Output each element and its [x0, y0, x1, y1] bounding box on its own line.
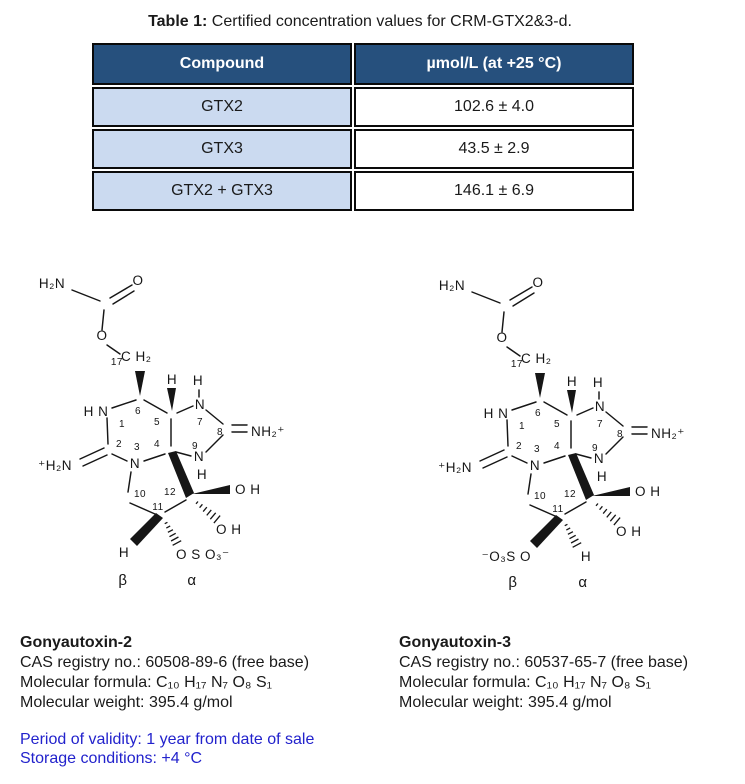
chemical-structure-gonyautoxin-2 [20, 253, 340, 613]
hashed-bond [566, 528, 570, 530]
bond [528, 474, 531, 494]
atom-label-oh2: O H [216, 522, 242, 537]
bond [72, 290, 100, 301]
col-header-compound: Compound [92, 43, 352, 85]
compound-cell: GTX3 [92, 129, 352, 169]
atom-label-beta: β [118, 572, 128, 589]
period-of-validity-line: Period of validity: 1 year from date of sale [20, 731, 315, 748]
atom-label-alpha: α [187, 572, 197, 589]
table-header-row [92, 43, 634, 85]
wedge-bond [592, 487, 630, 496]
col-header-concentration: µmol/L (at +25 °C) [354, 43, 634, 85]
atom-label-num12: 12 [163, 487, 177, 498]
table-title [90, 13, 630, 31]
atom-label-num1: 1 [118, 419, 126, 430]
compound-cell: GTX2 [92, 87, 352, 127]
bond [128, 472, 131, 492]
bond [513, 293, 534, 306]
hashed-bond [203, 507, 207, 511]
atom-label-num5: 5 [153, 417, 161, 428]
hashed-bond [565, 524, 568, 525]
atom-label-num7: 7 [596, 419, 604, 430]
atom-label-num7: 7 [196, 417, 204, 428]
atom-label-num4: 4 [553, 441, 561, 452]
hashed-bond [169, 533, 175, 536]
atom-label-ph2n: ⁺H₂N [438, 460, 472, 475]
compound-cell: GTX2 + GTX3 [92, 171, 352, 211]
bond [530, 505, 555, 516]
atom-label-num6: 6 [534, 408, 542, 419]
bond [112, 454, 127, 461]
atom-label-n3: N [529, 458, 541, 473]
atom-label-n3: N [129, 456, 141, 471]
bond [544, 456, 565, 463]
validity-block [20, 730, 314, 768]
atom-label-h2n: H₂N [438, 278, 466, 293]
hashed-bond [571, 539, 578, 543]
atom-label-oh1: O H [235, 482, 261, 497]
compound-name: Gonyautoxin-3 [399, 634, 512, 651]
storage-conditions-line: Storage conditions: +4 °C [20, 750, 203, 767]
bond [577, 408, 593, 415]
bond [112, 400, 136, 408]
compound-info-gonyautoxin-2 [20, 633, 385, 713]
atom-label-num3: 3 [133, 442, 141, 453]
atom-label-num1: 1 [518, 421, 526, 432]
bond [107, 345, 120, 354]
atom-label-sulfate: O S O₃⁻ [176, 547, 230, 562]
atom-label-h11: H [580, 549, 592, 564]
atom-label-oh1: O H [635, 484, 661, 499]
hashed-bond [168, 530, 173, 533]
hashed-bond [569, 535, 575, 538]
molecular-formula-line: Molecular formula: C₁₀ H₁₇ N₇ O₈ S₁ [20, 674, 273, 691]
bond [177, 406, 193, 413]
hashed-bond [196, 501, 198, 503]
bond [107, 418, 108, 444]
bond [507, 420, 508, 446]
atom-label-num6: 6 [134, 406, 142, 417]
atom-label-num8: 8 [616, 429, 624, 440]
hashed-bond [600, 506, 603, 509]
bond [472, 292, 500, 303]
atom-label-h11: H [118, 545, 130, 560]
molecular-formula-line: Molecular formula: C₁₀ H₁₇ N₇ O₈ S₁ [399, 674, 652, 691]
table-title-text: Certified concentration values for CRM-GTX2&3-d. [207, 13, 572, 30]
value-cell: 102.6 ± 4.0 [354, 87, 634, 127]
cas-registry-line: CAS registry no.: 60537-65-7 (free base) [399, 654, 689, 671]
atom-label-nh2p: NH₂⁺ [251, 424, 285, 439]
hashed-bond [573, 543, 582, 548]
atom-label-beta: β [508, 574, 518, 591]
bond [113, 291, 134, 304]
bond [576, 454, 591, 458]
atom-label-h9: H [596, 469, 608, 484]
atom-label-num3: 3 [533, 444, 541, 455]
atom-label-o_ester: O [96, 328, 108, 343]
bond [544, 402, 567, 415]
atom-label-num4: 4 [153, 439, 161, 450]
bond [512, 402, 536, 410]
hashed-bond [607, 512, 612, 517]
atom-label-ph2n: ⁺H₂N [38, 458, 72, 473]
molecular-weight-line: Molecular weight: 395.4 g/mol [20, 694, 233, 711]
atom-label-h7: H [592, 375, 604, 390]
compound-info-gonyautoxin-3 [399, 633, 745, 713]
atom-label-num9: 9 [591, 443, 599, 454]
value-cell: 43.5 ± 2.9 [354, 129, 634, 169]
molecular-weight-line: Molecular weight: 395.4 g/mol [399, 694, 612, 711]
wedge-bond [567, 390, 576, 413]
hashed-bond [207, 510, 212, 515]
atom-label-n9: N [193, 449, 205, 464]
bond [507, 347, 520, 356]
atom-label-h2n: H₂N [38, 276, 66, 291]
atom-label-num10: 10 [533, 491, 547, 502]
hashed-bond [166, 526, 170, 528]
atom-label-h9: H [196, 467, 208, 482]
wedge-bond [535, 373, 545, 398]
wedge-bond [192, 485, 230, 494]
chemical-structure-gonyautoxin-3 [420, 255, 740, 615]
hashed-bond [210, 513, 215, 519]
bond [510, 287, 532, 300]
hashed-bond [596, 503, 598, 505]
atom-label-n7: N [594, 399, 606, 414]
hashed-bond [171, 537, 178, 541]
atom-label-alpha: α [578, 574, 588, 591]
bond [512, 456, 527, 463]
wedge-bond [167, 388, 176, 411]
atom-label-num5: 5 [553, 419, 561, 430]
bond [102, 310, 104, 330]
compound-name: Gonyautoxin-2 [20, 634, 133, 651]
bond [144, 454, 165, 461]
atom-label-hn1: H N [483, 406, 509, 421]
bond [606, 412, 623, 426]
atom-label-num8: 8 [216, 427, 224, 438]
bond [130, 503, 155, 514]
atom-label-hn1: H N [83, 404, 109, 419]
atom-label-n7: N [194, 397, 206, 412]
atom-label-n17: 17 [110, 357, 123, 368]
atom-label-num11: 11 [552, 504, 564, 515]
atom-label-num12: 12 [563, 489, 577, 500]
bond [110, 285, 132, 298]
hashed-bond [200, 504, 203, 507]
table-title-label: Table 1: [148, 13, 208, 30]
atom-label-o_carbonyl: O [532, 275, 544, 290]
atom-label-ch2: C H₂ [121, 349, 152, 364]
table-row-gtx3 [92, 129, 634, 169]
atom-label-h5: H [166, 372, 178, 387]
bond [206, 410, 223, 424]
table-row-gtx2-gtx3 [92, 171, 634, 211]
atom-label-num2: 2 [515, 441, 523, 452]
atom-label-sulfate: ⁻O₃S O [481, 549, 531, 564]
cas-registry-line: CAS registry no.: 60508-89-6 (free base) [20, 654, 310, 671]
atom-label-num11: 11 [152, 502, 164, 513]
atom-label-n9: N [593, 451, 605, 466]
atom-label-num9: 9 [191, 441, 199, 452]
wedge-bond [135, 371, 145, 396]
bond [144, 400, 167, 413]
bond [176, 452, 191, 456]
hashed-bond [165, 522, 168, 523]
atom-label-h5: H [566, 374, 578, 389]
bond [165, 500, 186, 512]
value-cell: 146.1 ± 6.9 [354, 171, 634, 211]
hashed-bond [603, 509, 607, 513]
wedge-bond [530, 515, 563, 548]
atom-label-ch2: C H₂ [521, 351, 552, 366]
hashed-bond [610, 515, 615, 521]
bond [502, 312, 504, 332]
atom-label-o_ester: O [496, 330, 508, 345]
hashed-bond [568, 532, 573, 535]
hashed-bond [173, 541, 182, 546]
atom-label-nh2p: NH₂⁺ [651, 426, 685, 441]
atom-label-num2: 2 [115, 439, 123, 450]
concentration-table [90, 41, 636, 213]
wedge-bond [130, 513, 163, 546]
bond [565, 502, 586, 514]
atom-label-num10: 10 [133, 489, 147, 500]
atom-label-oh2: O H [616, 524, 642, 539]
atom-label-h7: H [192, 373, 204, 388]
atom-label-o_carbonyl: O [132, 273, 144, 288]
atom-label-n17: 17 [510, 359, 523, 370]
table-row-gtx2 [92, 87, 634, 127]
